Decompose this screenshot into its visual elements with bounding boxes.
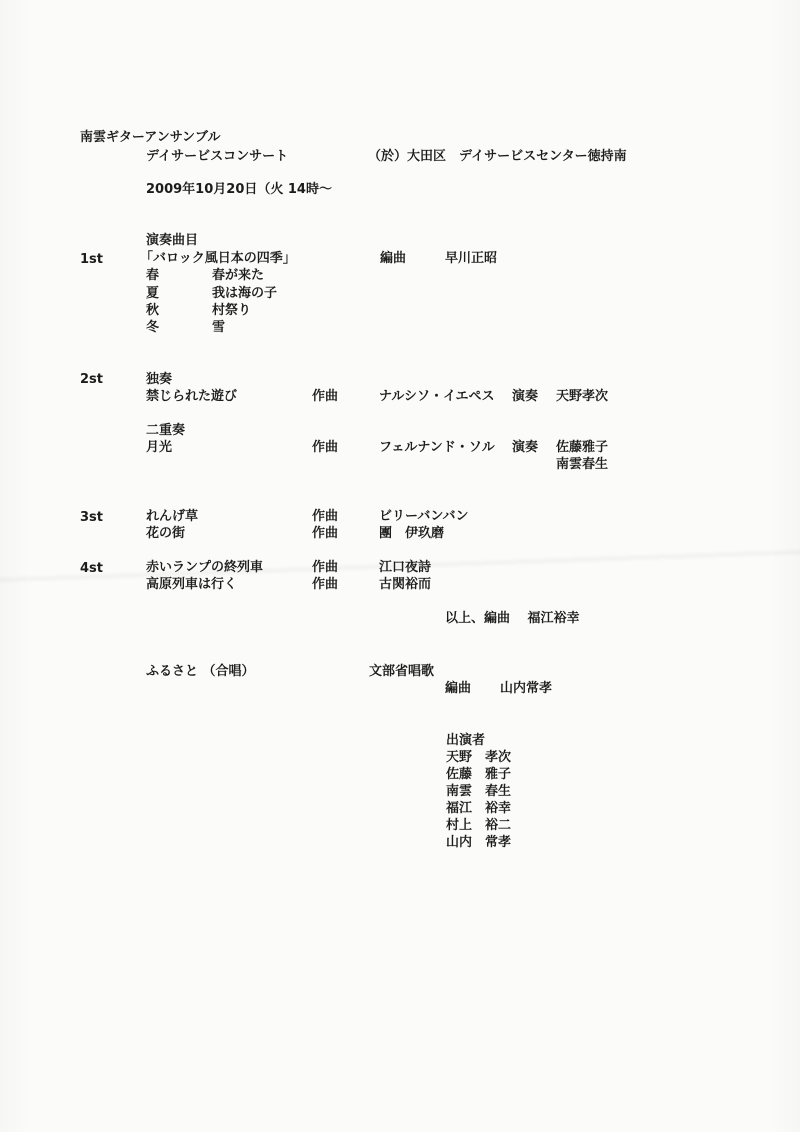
performer-list-item: 村上 裕二 <box>446 818 512 833</box>
performer-list-item: 佐藤 雅子 <box>446 767 512 782</box>
composer-name: 古関裕而 <box>379 577 432 592</box>
piece-title: 「バロック風日本の四季」 <box>140 251 296 266</box>
season-song: 村祭り <box>212 303 252 318</box>
piece-title: れんげ草 <box>146 509 199 524</box>
composer-name: ナルシソ・イエペス <box>379 389 495 404</box>
composer-role: 作曲 <box>312 526 339 541</box>
piece-title: 花の街 <box>146 526 186 541</box>
piece-title: 禁じられた遊び <box>146 389 238 404</box>
season-label: 春 <box>146 268 160 283</box>
arranger-name: 山内常孝 <box>500 681 553 696</box>
section-label-2st: 2st <box>80 372 103 387</box>
composer-name: 團 伊玖磨 <box>379 526 445 541</box>
composer-role: 作曲 <box>312 440 339 455</box>
section-label-3st: 3st <box>80 510 103 525</box>
arranger-name: 早川正昭 <box>445 251 498 266</box>
composer-name: ビリーバンバン <box>379 509 469 524</box>
program-heading: 演奏曲目 <box>146 233 199 248</box>
performer-list-item: 南雲 春生 <box>446 784 512 799</box>
performer-name: 南雲春生 <box>556 457 609 472</box>
finale-title: ふるさと （合唱） <box>146 664 255 679</box>
piece-title: 赤いランプの終列車 <box>146 560 264 575</box>
venue: （於）大田区 デイサービスセンター徳持南 <box>368 149 627 164</box>
concert-title: デイサービスコンサート <box>146 149 289 164</box>
piece-title: 高原列車は行く <box>146 577 238 592</box>
finale-source: 文部省唱歌 <box>369 664 435 679</box>
composer-role: 作曲 <box>312 509 339 524</box>
composer-role: 作曲 <box>312 560 339 575</box>
composer-role: 作曲 <box>312 577 339 592</box>
composer-role: 作曲 <box>312 389 339 404</box>
duo-heading: 二重奏 <box>146 423 186 438</box>
season-label: 秋 <box>146 303 160 318</box>
season-song: 雪 <box>212 320 226 335</box>
season-song: 春が来た <box>212 268 265 283</box>
season-label: 冬 <box>146 320 160 335</box>
composer-name: 江口夜詩 <box>379 560 432 575</box>
season-song: 我は海の子 <box>212 286 278 301</box>
section-label-1st: 1st <box>80 252 103 267</box>
composer-name: フェルナンド・ソル <box>379 440 495 455</box>
season-label: 夏 <box>146 286 160 301</box>
arranger-role: 編曲 <box>445 681 472 696</box>
performers-heading: 出演者 <box>446 733 486 748</box>
performer-name: 天野孝次 <box>556 389 609 404</box>
performer-list-item: 山内 常孝 <box>446 835 512 850</box>
concert-datetime: 2009年10月20日（火 14時～ <box>146 182 332 197</box>
section-label-4st: 4st <box>80 561 103 576</box>
performer-list-item: 福江 裕幸 <box>446 801 512 816</box>
arranger-role: 編曲 <box>380 251 407 266</box>
performer-role: 演奏 <box>512 389 539 404</box>
performer-name: 佐藤雅子 <box>556 440 609 455</box>
performer-role: 演奏 <box>512 440 539 455</box>
solo-heading: 独奏 <box>146 372 173 387</box>
ensemble-name: 南雲ギターアンサンブル <box>80 130 221 145</box>
performer-list-item: 天野 孝次 <box>446 750 512 765</box>
arranged-by-note: 以上、編曲 福江裕幸 <box>445 611 580 626</box>
piece-title: 月光 <box>146 440 173 455</box>
